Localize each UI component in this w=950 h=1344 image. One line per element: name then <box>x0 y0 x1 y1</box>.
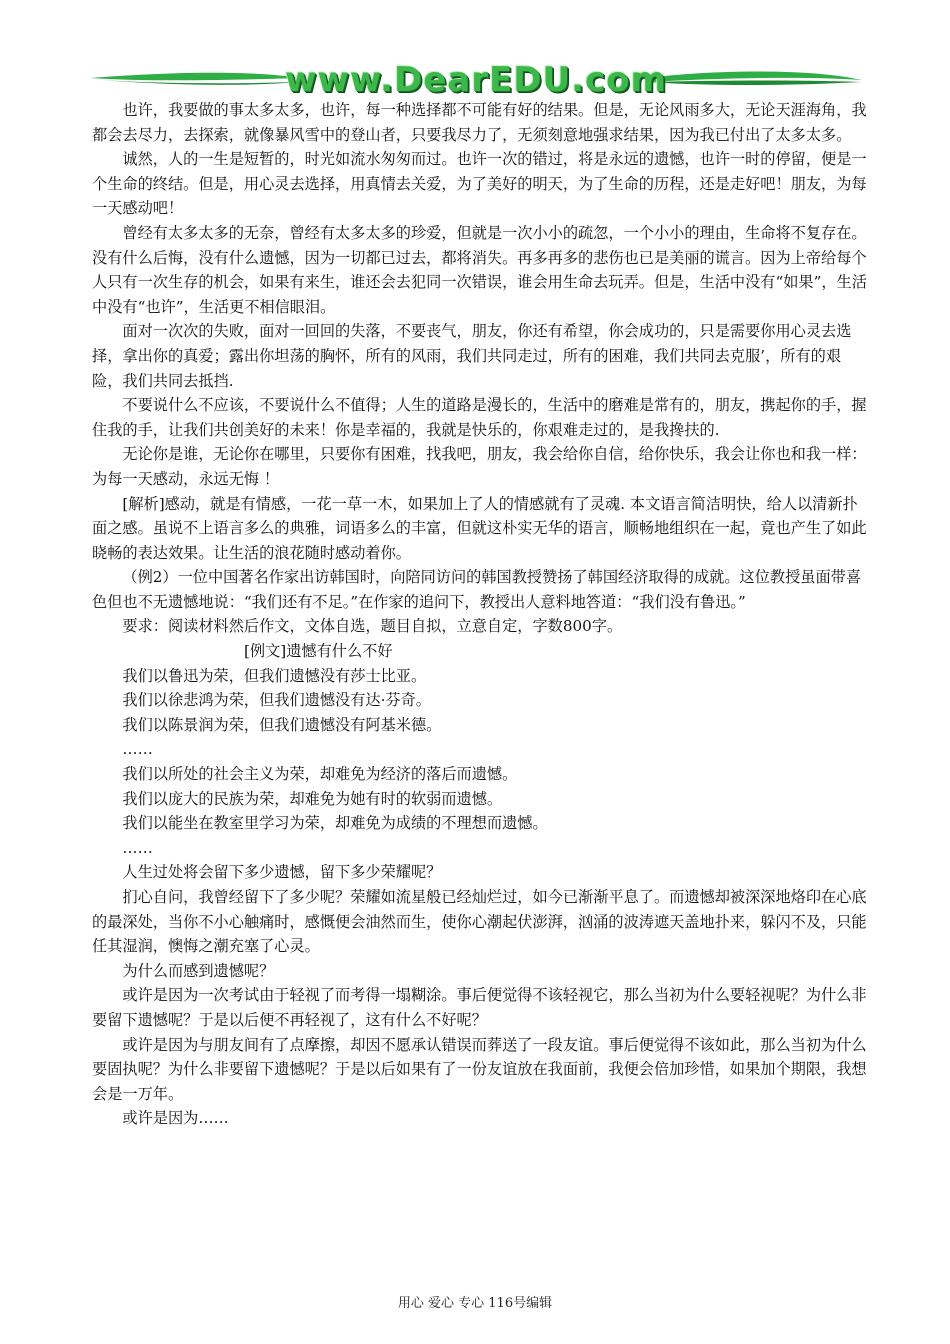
paragraph: 或许是因为…… <box>122 1109 229 1128</box>
paragraph: 或许是因为一次考试由于轻视了而考得一塌糊涂。事后便觉得不该轻视它，那么当初为什么要轻视呢？为什么非要留下遗憾呢？于是以后便不再轻视了，这有什么不好呢？ <box>92 986 867 1029</box>
paragraph: 无论你是谁，无论你在哪里，只要你有困难，找我吧，朋友，我会给你自信，给你快乐，我会让你也和我一样：为每一天感动，永远无悔 ！ <box>92 445 867 488</box>
paragraph: 面对一次次的失败，面对一回回的失落，不要丧气，朋友，你还有希望，你会成功的，只是需要你用心灵去选择，拿出你的真爱；露出你坦荡的胸怀，所有的风雨，我们共同走过，所有的困难，我们共同去克服’，所有的艰险，我们共同去抵挡. <box>92 322 852 390</box>
essay-line: 我们以陈景润为荣，但我们遗憾没有阿基米德。 <box>122 715 442 734</box>
essay-title: [例文]遗憾有什么不好 <box>244 642 393 661</box>
paragraph: 或许是因为与朋友间有了点摩擦，却因不愿承认错误而葬送了一段友谊。事后便觉得不该如此，那么当初为什么要固执呢？为什么非要留下遗憾呢？于是以后如果有了一份友谊放在我面前，我便会倍加珍惜，如果加个期限，我想会是一万年。 <box>92 1035 867 1103</box>
paragraph: 人生过处将会留下多少遗憾，留下多少荣耀呢？ <box>122 863 442 882</box>
paragraph: 也许，我要做的事太多太多，也许，每一种选择都不可能有好的结果。但是，无论风雨多大，无论天涯海角，我都会去尽力，去探索，就像暴风雪中的登山者，只要我尽力了，无须刻意地强求结果，因为我已付出了太多太多。 <box>92 101 867 144</box>
ellipsis: …… <box>122 740 153 759</box>
essay-line: 我们以徐悲鸿为荣，但我们遗憾没有达·芬奇。 <box>122 691 431 710</box>
paragraph: 为什么而感到遗憾呢？ <box>122 961 275 980</box>
paragraph: 不要说什么不应该，不要说什么不值得；人生的道路是漫长的，生活中的磨难是常有的，朋友，携起你的手，握住我的手，让我们共创美好的未来！你是幸福的，我就是快乐的，你艰难走过的，是我搀扶的. <box>92 396 867 439</box>
paragraph: 诚然，人的一生是短暂的，时光如流水匆匆而过。也许一次的错过，将是永远的遗憾，也许一时的停留，便是一个生命的终结。但是，用心灵去选择，用真情去关爱，为了美好的明天，为了生命的历程，还是走好吧！朋友，为每一天感动吧！ <box>92 150 867 218</box>
paragraph: 扪心自问，我曾经留下了多少呢？荣耀如流星般已经灿烂过，如今已渐渐平息了。而遗憾却被深深地烙印在心底的最深处，当你不小心触痛时，感慨便会油然而生，使你心潮起伏澎湃，汹涌的波涛遮天盖地扑来，躲闪不及，只能任其湿润，懊悔之潮充塞了心灵。 <box>92 888 867 956</box>
essay-line: 我们以庞大的民族为荣，却难免为她有时的软弱而遗憾。 <box>122 789 503 808</box>
paragraph: 曾经有太多太多的无奈，曾经有太多太多的珍爱，但就是一次小小的疏忽，一个小小的理由，生命将不复存在。没有什么后悔，没有什么遗憾，因为一切都已过去，都将消失。再多再多的悲伤也已是美丽的谎言。因为上帝给每个人只有一次生存的机会，如果有来生，谁还会去犯同一次错误，谁会用生命去玩弄。但是，生活中没有“如果”，生活中没有“也许”，生活更不相信眼泪。 <box>92 223 867 316</box>
essay-line: 我们以鲁迅为荣，但我们遗憾没有莎士比亚。 <box>122 666 427 685</box>
analysis-paragraph: [解析]感动，就是有情感，一花一草一木，如果加上了人的情感就有了灵魂. 本文语言简洁明快，给人以清新扑面之感。虽说不上语言多么的典雅，词语多么的丰富，但就这朴实无华的语言，顺畅地组织在一起，竟也产生了如此晓畅的表达效果。让生活的浪花随时感动着你。 <box>92 494 867 562</box>
site-header <box>88 58 864 102</box>
page-footer: 用心 爱心 专心 116号编辑 <box>397 1296 553 1311</box>
example-prompt: （例2）一位中国著名作家出访韩国时，向陪同访问的韩国教授赞扬了韩国经济取得的成就。这位教授虽面带喜色但也不无遗憾地说：“我们还有不足。”在作家的追问下，教授出人意料地答道：“我们没有鲁迅。” <box>92 568 862 611</box>
essay-line: 我们以所处的社会主义为荣，却难免为经济的落后而遗憾。 <box>122 765 518 784</box>
article-body <box>92 98 868 1131</box>
ellipsis: …… <box>122 838 153 857</box>
essay-line: 我们以能坐在教室里学习为荣，却难免为成绩的不理想而遗憾。 <box>122 814 548 833</box>
site-brand[interactable]: www.DearEDU.com <box>285 60 667 100</box>
requirement: 要求：阅读材料然后作文，文体自选，题目自拟，立意自定，字数800字。 <box>122 617 623 636</box>
